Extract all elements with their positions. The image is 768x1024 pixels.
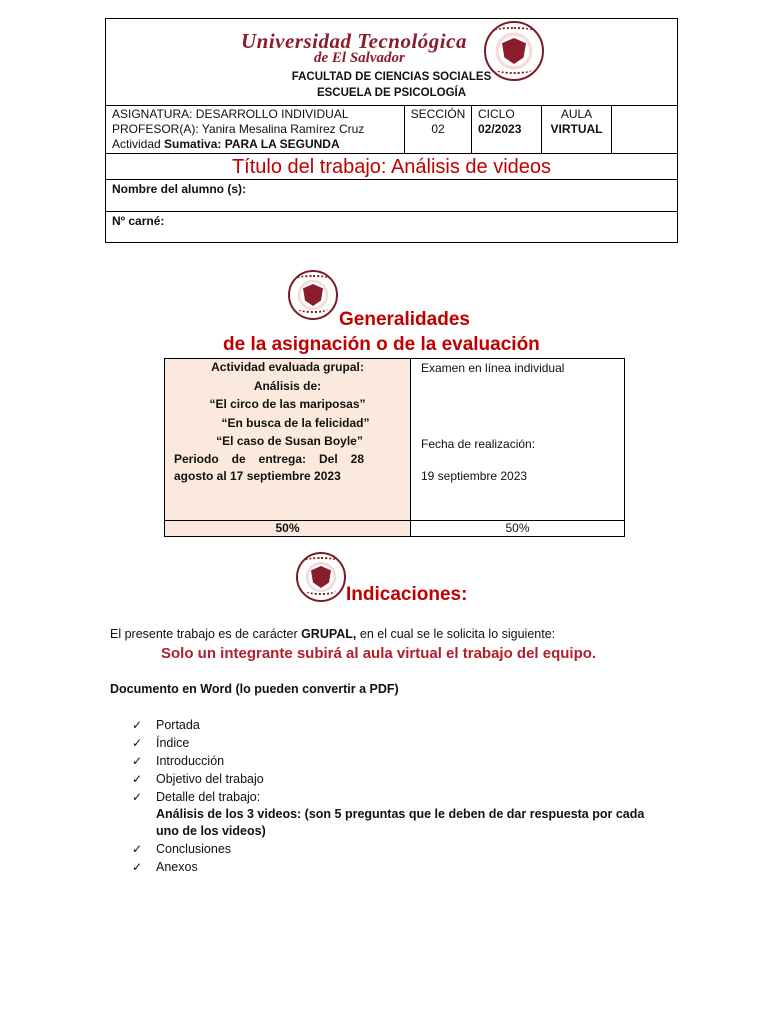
intro-paragraph: El presente trabajo es de carácter GRUPAL, en el cual se le solicita lo siguiente: [110, 627, 556, 641]
course-info-row [106, 105, 677, 154]
professor-label: PROFESOR(A): Yanira Mesalina Ramírez Cruz [112, 122, 365, 136]
university-seal-icon [288, 270, 338, 320]
course-details-cell [106, 106, 405, 154]
cycle-cell: CICLO 02/2023 [472, 106, 542, 154]
check-icon: ✓ [132, 736, 143, 750]
indicaciones-heading: Indicaciones: [346, 584, 468, 605]
list-item: ✓ Portada [132, 718, 200, 732]
check-icon: ✓ [132, 754, 143, 768]
detail-description: Análisis de los 3 videos: (son 5 preguntas que le deben de dar respuesta por cada uno de los videos) [156, 807, 645, 838]
document-format: Documento en Word (lo pueden convertir a PDF) [110, 682, 399, 696]
list-item: ✓ Conclusiones [132, 842, 232, 856]
faculty-name: FACULTAD DE CIENCIAS SOCIALES [291, 71, 492, 83]
list-item: ✓ Objetivo del trabajo [132, 772, 264, 786]
subject-label: ASIGNATURA: DESARROLLO INDIVIDUAL [112, 107, 349, 121]
university-name-line2: de El Salvador [314, 50, 405, 66]
activity-label: Actividad Sumativa: PARA LA SEGUNDA [112, 137, 340, 151]
list-item: ✓ Anexos [132, 860, 198, 874]
work-title: Título del trabajo: Análisis de videos [106, 153, 677, 180]
university-name-line1: Universidad Tecnológica [241, 29, 467, 53]
group-activity-cell: Actividad evaluada grupal: Análisis de: “El circo de las mariposas” “En busca de la felicidad” “El caso de Susan Boyle” Periodo de entrega: Del 28 agosto al 17 septiembre 2023 [165, 359, 411, 520]
student-name-field: Nombre del alumno (s): [106, 179, 677, 211]
group-percent: 50% [165, 520, 411, 536]
individual-percent: 50% [411, 520, 624, 536]
header-table [105, 18, 678, 243]
check-icon: ✓ [132, 842, 143, 856]
school-name: ESCUELA DE PSICOLOGÍA [316, 87, 467, 99]
carne-field: Nº carné: [106, 211, 677, 242]
check-icon: ✓ [132, 860, 143, 874]
generalidades-heading: Generalidades [339, 309, 470, 330]
list-item: ✓ Detalle del trabajo: [132, 790, 261, 804]
list-item: ✓ Índice [132, 736, 190, 750]
check-icon: ✓ [132, 790, 143, 804]
requirements-checklist [132, 716, 652, 876]
generalidades-subheading: de la asignación o de la evaluación [223, 334, 540, 355]
university-seal-icon [296, 552, 346, 602]
check-icon: ✓ [132, 718, 143, 732]
upload-notice: Solo un integrante subirá al aula virtual el trabajo del equipo. [161, 645, 597, 662]
check-icon: ✓ [132, 772, 143, 786]
evaluation-table [164, 358, 625, 537]
list-item: ✓ Introducción [132, 754, 225, 768]
classroom-cell: AULA VIRTUAL [542, 106, 612, 154]
university-logo [106, 19, 677, 107]
individual-exam-cell: Examen en línea individual Fecha de realización: 19 septiembre 2023 [421, 361, 565, 483]
section-cell: SECCIÓN 02 [405, 106, 472, 154]
